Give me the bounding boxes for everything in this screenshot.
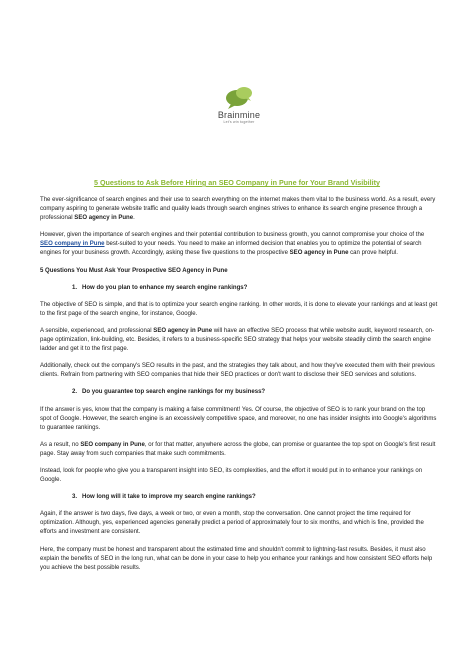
text-run: , or for that matter, anywhere across the globe, can promise or guarantee the top spot on Google's first result page. Stay away from such companies that make such commitments. [40,441,436,457]
question-number: 2. [72,389,78,396]
question-number: 3. [72,494,78,501]
q3-paragraph-2: Here, the company must be honest and transparent about the estimated time and shouldn't commit to lightning-fast results. Besides, it must also explain the benefits of SEO in the long run, what can be done in your case to help you enhance your rankings and how consistent SEO efforts help you achieve the best possible results. [40,546,433,571]
text-run: will have an effective SEO process that while website audit, keyword research, on-page optimization, link-building, etc. Besides, it refers to a business-specific SEO strategy that helps your website steadily climb the search engine ladder and get it to the first page. [40,327,435,353]
logo-wordmark: Brainmine [217,110,261,120]
text-run: A sensible, experienced, and professional [40,327,154,334]
logo-tagline: Let's win together [223,120,255,124]
q1-paragraph-2 [40,327,438,354]
text-run: The ever-significance of search engines and their use to search everything on the internet makes them vital to the business world. As a result, every company aspiring to generate website traffic and quality leads through search engines strives to enhance its search engine presence through a professional [40,197,436,222]
text-run: As a result, no [40,441,81,448]
q2-paragraph-3: Instead, look for people who give you a transparent insight into SEO, its complexities, and the effort it would put in to enhance your rankings on Google. [40,467,423,484]
speech-bubbles-icon [225,86,253,110]
intro-paragraph-1 [40,196,438,223]
document-title: 5 Questions to Ask Before Hiring an SEO Company in Pune for Your Brand Visibility [93,178,381,187]
intro-paragraph-2 [40,231,438,258]
question-3-heading [40,493,438,502]
bold-keyword: SEO agency in Pune [289,250,349,257]
q1-paragraph-3: Additionally, check out the company's SEO results in the past, and the strategies they talk about, and how they've executed them with their previous clients. Refrain from partnering with SEO companies that hide their SEO practices or don't want to disclose their SEO services and solutions. [40,363,435,379]
bold-keyword: SEO agency in Pune [74,215,134,222]
q2-paragraph-1: If the answer is yes, know that the company is making a false commitment! Yes. Of course, the objective of SEO is to rank your brand on the top spot of Google. However, the search engine is an excessively competitive space, and moreover, no one has insider insights into Google's algorithms to guarantee rankings. [40,406,437,431]
seo-company-link[interactable]: SEO company in Pune [40,241,105,248]
text-run: However, given the importance of search engines and their potential contribution to business growth, you cannot compromise your choice of the [40,232,425,239]
q2-paragraph-2 [40,441,438,459]
q1-paragraph-1: The objective of SEO is simple, and that is to optimize your search engine ranking. In other words, it is done to elevate your rankings and at least get to the first page of the search engine, for instance, Google. [40,301,438,317]
brainmine-logo [211,86,267,130]
text-run: best-suited to your needs. You need to make an informed decision that enables you to optimize the potential of search engines for your business growth. Accordingly, asking these five questions to the prospective [40,241,422,257]
section-heading: 5 Questions You Must Ask Your Prospective SEO Agency in Pune [40,267,228,274]
question-text: How do you plan to enhance my search engine rankings? [82,284,248,291]
question-text: How long will it take to improve my search engine rankings? [82,494,256,501]
question-2-heading [40,388,438,397]
text-run: can prove helpful. [348,250,398,257]
question-number: 1. [72,284,78,291]
question-text: Do you guarantee top search engine rankings for my business? [82,389,266,396]
question-1-heading [40,284,438,293]
bold-keyword: SEO company in Pune [80,441,145,448]
q3-paragraph-1: Again, if the answer is two days, five days, a week or two, or even a month, stop the conversation. One cannot project the time required for optimization. Although, yes, experienced agencies generally predict a period of approximately four to six months, and which is fine, provided the efforts and investment are consistent. [40,511,424,536]
text-run: . [133,215,135,222]
document-body [40,196,438,581]
bold-keyword: SEO agency in Pune [153,327,213,334]
